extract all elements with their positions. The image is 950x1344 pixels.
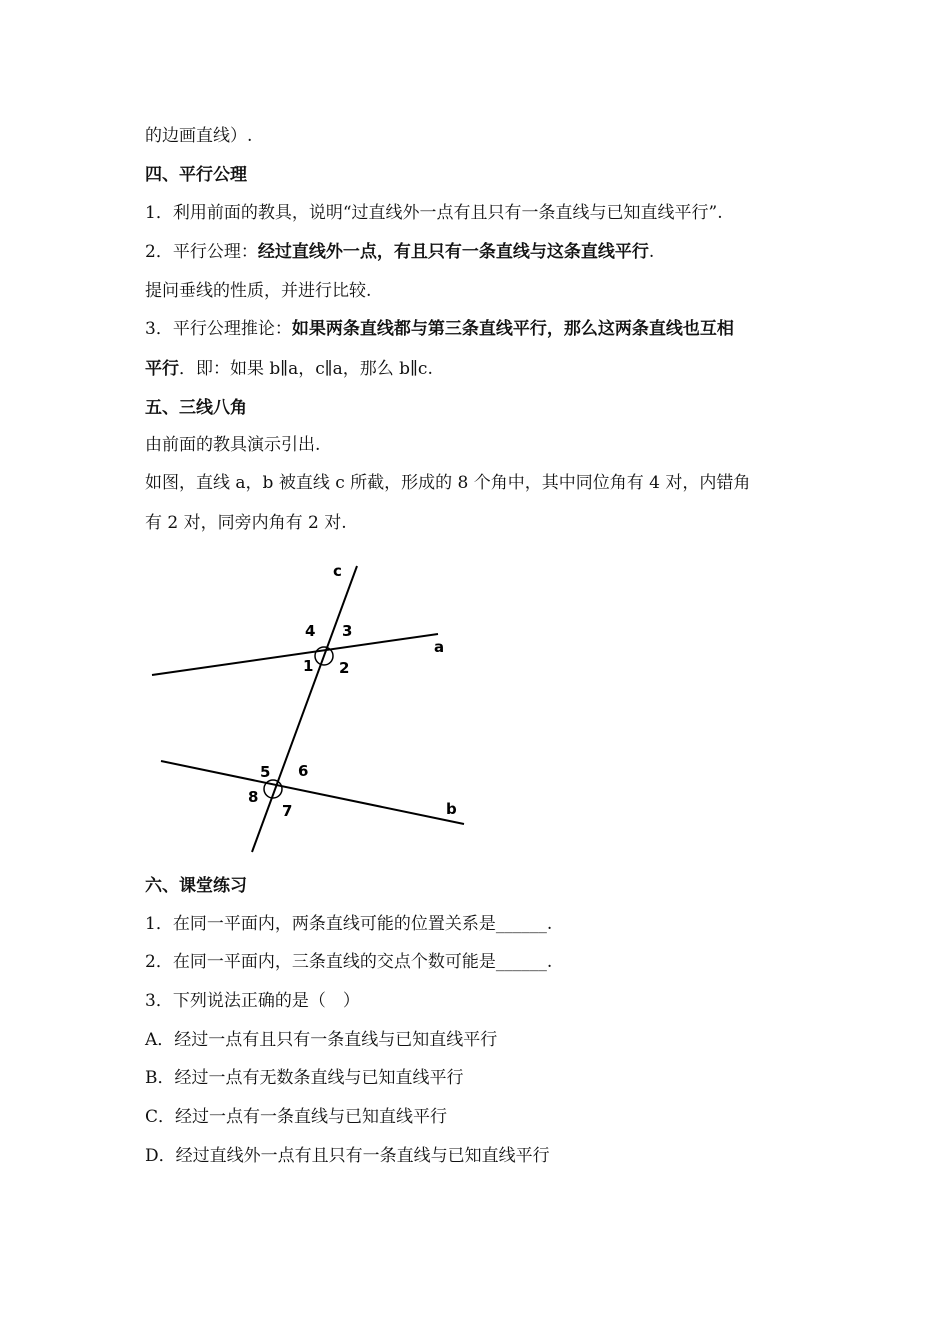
- section4-item3: [145, 317, 734, 341]
- option-d: D．经过直线外一点有且只有一条直线与已知直线平行: [145, 1146, 550, 1166]
- angle-label-3: 3: [342, 622, 353, 640]
- section4-heading: 四、平行公理: [145, 165, 247, 185]
- section6-heading: 六、课堂练习: [145, 876, 247, 896]
- line-a: [152, 634, 438, 675]
- section4-item3-cont: [145, 357, 433, 381]
- label-b: b: [446, 800, 457, 818]
- question-1: 1．在同一平面内，两条直线可能的位置关系是______.: [145, 914, 553, 934]
- angle-label-4: 4: [305, 622, 316, 640]
- option-c: C．经过一点有一条直线与已知直线平行: [145, 1107, 448, 1127]
- section5-heading: 五、三线八角: [145, 398, 247, 418]
- option-b: B．经过一点有无数条直线与已知直线平行: [145, 1068, 464, 1088]
- question-3: 3．下列说法正确的是（ ）: [145, 991, 360, 1011]
- item3-suffix: ．即：如果 b∥a，c∥a，那么 b∥c.: [179, 359, 433, 379]
- section4-note: 提问垂线的性质，并进行比较.: [145, 281, 372, 301]
- axiom-corollary-cont: 平行: [145, 359, 179, 379]
- angle-label-6: 6: [298, 762, 309, 780]
- continuation-text: 的边画直线）.: [145, 126, 253, 146]
- label-c: c: [333, 562, 342, 580]
- label-a: a: [434, 638, 445, 656]
- item2-prefix: 2．平行公理：: [145, 242, 258, 262]
- item2-suffix: .: [648, 242, 655, 262]
- angle-label-5: 5: [260, 763, 271, 781]
- question-2: 2．在同一平面内，三条直线的交点个数可能是______.: [145, 952, 553, 972]
- angle-label-2: 2: [339, 659, 350, 677]
- section4-item1: 1．利用前面的教具，说明“过直线外一点有且只有一条直线与已知直线平行”.: [145, 203, 723, 223]
- line-b: [161, 761, 464, 824]
- section5-desc-cont: 有 2 对，同旁内角有 2 对.: [145, 513, 347, 533]
- line-c: [252, 566, 357, 852]
- axiom-corollary: 如果两条直线都与第三条直线平行，那么这两条直线也互相: [291, 319, 734, 339]
- three-lines-eight-angles-figure: [145, 560, 475, 860]
- section5-intro: 由前面的教具演示引出.: [145, 435, 321, 455]
- section4-item2: [145, 240, 654, 264]
- angle-label-1: 1: [303, 657, 314, 675]
- parallel-axiom: 经过直线外一点，有且只有一条直线与这条直线平行: [257, 242, 649, 262]
- section5-desc: 如图，直线 a，b 被直线 c 所截，形成的 8 个角中，其中同位角有 4 对，内错角: [145, 473, 751, 493]
- angle-label-8: 8: [248, 788, 259, 806]
- angle-label-7: 7: [282, 802, 293, 820]
- item3-prefix: 3．平行公理推论：: [145, 319, 292, 339]
- option-a: A．经过一点有且只有一条直线与已知直线平行: [145, 1030, 498, 1050]
